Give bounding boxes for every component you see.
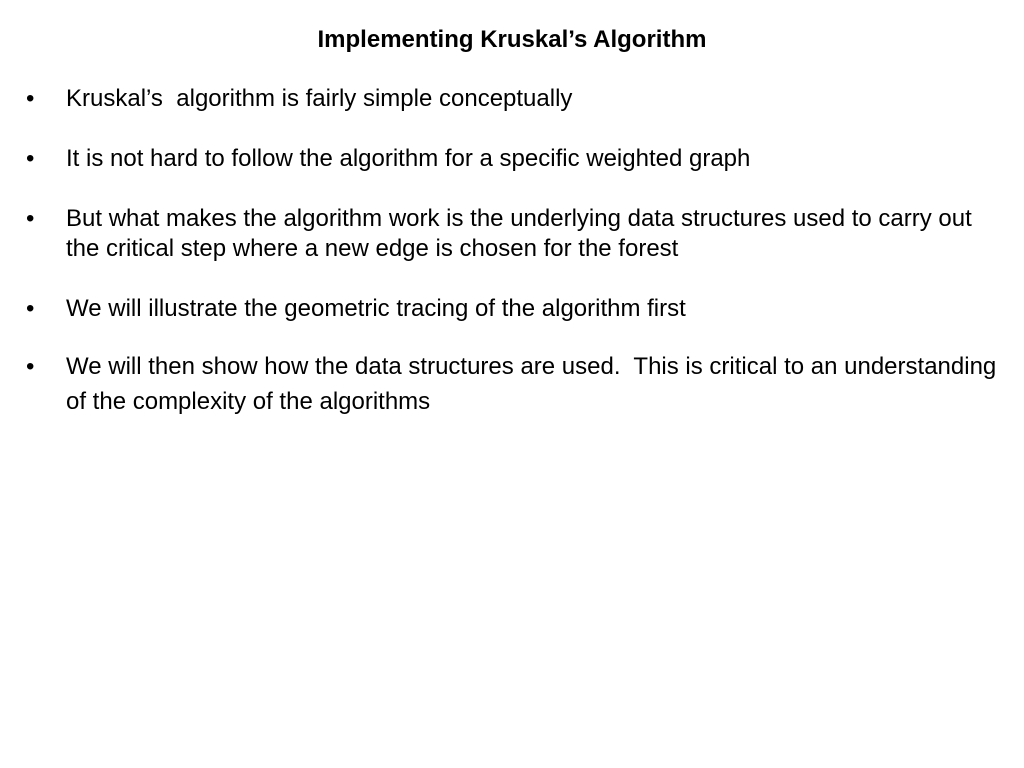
bullet-text: Kruskal’s algorithm is fairly simple conceptually [66, 85, 573, 112]
bullet-list [26, 84, 1006, 449]
bullet-item-5 [26, 349, 1006, 419]
bullet-icon: • [26, 85, 35, 112]
bullet-text: We will illustrate the geometric tracing of the algorithm first [66, 295, 686, 322]
bullet-icon: • [26, 145, 35, 172]
bullet-icon: • [26, 295, 35, 322]
bullet-item-2 [26, 144, 1006, 174]
bullet-text: We will then show how the data structures are used. This is critical to an understanding of the complexity of the algorithms [66, 353, 1003, 415]
bullet-item-4 [26, 294, 1006, 324]
bullet-icon: • [26, 205, 35, 232]
bullet-icon: • [26, 353, 35, 380]
bullet-text: But what makes the algorithm work is the underlying data structures used to carry out the critical step where a new edge is chosen for the forest [66, 205, 972, 262]
slide-title: Implementing Kruskal’s Algorithm [317, 26, 707, 53]
bullet-text: It is not hard to follow the algorithm for a specific weighted graph [66, 145, 751, 172]
bullet-item-1 [26, 84, 1006, 114]
bullet-item-3 [26, 204, 1006, 264]
